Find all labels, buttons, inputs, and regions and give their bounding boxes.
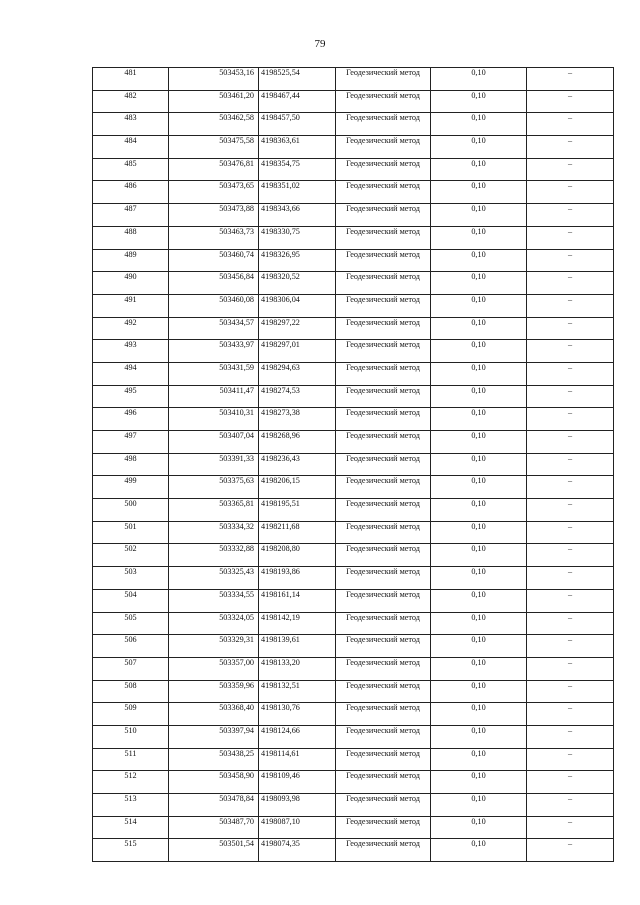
description-cell: – <box>527 204 614 227</box>
table-row <box>93 612 614 635</box>
accuracy-cell: 0,10 <box>431 725 527 748</box>
accuracy-cell: 0,10 <box>431 249 527 272</box>
table-row <box>93 839 614 862</box>
x-coordinate-cell: 503462,58 <box>169 113 259 136</box>
accuracy-cell: 0,10 <box>431 408 527 431</box>
accuracy-cell: 0,10 <box>431 90 527 113</box>
accuracy-cell: 0,10 <box>431 158 527 181</box>
y-coordinate-cell: 4198320,52 <box>259 272 336 295</box>
y-coordinate-cell: 4198467,44 <box>259 90 336 113</box>
method-cell: Геодезический метод <box>336 453 431 476</box>
point-number-cell: 506 <box>93 635 169 658</box>
x-coordinate-cell: 503460,08 <box>169 294 259 317</box>
accuracy-cell: 0,10 <box>431 136 527 159</box>
x-coordinate-cell: 503438,25 <box>169 748 259 771</box>
point-number-cell: 513 <box>93 794 169 817</box>
x-coordinate-cell: 503334,32 <box>169 521 259 544</box>
y-coordinate-cell: 4198457,50 <box>259 113 336 136</box>
method-cell: Геодезический метод <box>336 499 431 522</box>
point-number-cell: 482 <box>93 90 169 113</box>
description-cell: – <box>527 181 614 204</box>
accuracy-cell: 0,10 <box>431 521 527 544</box>
page-number: 79 <box>314 38 326 50</box>
x-coordinate-cell: 503357,00 <box>169 657 259 680</box>
y-coordinate-cell: 4198306,04 <box>259 294 336 317</box>
description-cell: – <box>527 499 614 522</box>
table-row <box>93 136 614 159</box>
x-coordinate-cell: 503433,97 <box>169 340 259 363</box>
point-number-cell: 494 <box>93 362 169 385</box>
method-cell: Геодезический метод <box>336 839 431 862</box>
description-cell: – <box>527 68 614 91</box>
method-cell: Геодезический метод <box>336 612 431 635</box>
description-cell: – <box>527 226 614 249</box>
table-row <box>93 272 614 295</box>
y-coordinate-cell: 4198274,53 <box>259 385 336 408</box>
table-row <box>93 226 614 249</box>
accuracy-cell: 0,10 <box>431 589 527 612</box>
method-cell: Геодезический метод <box>336 408 431 431</box>
x-coordinate-cell: 503458,90 <box>169 771 259 794</box>
table-row <box>93 90 614 113</box>
accuracy-cell: 0,10 <box>431 680 527 703</box>
y-coordinate-cell: 4198133,20 <box>259 657 336 680</box>
accuracy-cell: 0,10 <box>431 340 527 363</box>
table-row <box>93 113 614 136</box>
table-row <box>93 725 614 748</box>
y-coordinate-cell: 4198132,51 <box>259 680 336 703</box>
method-cell: Геодезический метод <box>336 816 431 839</box>
x-coordinate-cell: 503434,57 <box>169 317 259 340</box>
y-coordinate-cell: 4198236,43 <box>259 453 336 476</box>
y-coordinate-cell: 4198195,51 <box>259 499 336 522</box>
description-cell: – <box>527 340 614 363</box>
x-coordinate-cell: 503456,84 <box>169 272 259 295</box>
table-row <box>93 771 614 794</box>
method-cell: Геодезический метод <box>336 567 431 590</box>
x-coordinate-cell: 503375,63 <box>169 476 259 499</box>
method-cell: Геодезический метод <box>336 680 431 703</box>
accuracy-cell: 0,10 <box>431 748 527 771</box>
y-coordinate-cell: 4198343,66 <box>259 204 336 227</box>
x-coordinate-cell: 503397,94 <box>169 725 259 748</box>
accuracy-cell: 0,10 <box>431 839 527 862</box>
x-coordinate-cell: 503460,74 <box>169 249 259 272</box>
point-number-cell: 490 <box>93 272 169 295</box>
point-number-cell: 486 <box>93 181 169 204</box>
point-number-cell: 511 <box>93 748 169 771</box>
y-coordinate-cell: 4198297,01 <box>259 340 336 363</box>
method-cell: Геодезический метод <box>336 340 431 363</box>
accuracy-cell: 0,10 <box>431 771 527 794</box>
method-cell: Геодезический метод <box>336 294 431 317</box>
accuracy-cell: 0,10 <box>431 544 527 567</box>
x-coordinate-cell: 503487,70 <box>169 816 259 839</box>
y-coordinate-cell: 4198273,38 <box>259 408 336 431</box>
x-coordinate-cell: 503391,33 <box>169 453 259 476</box>
x-coordinate-cell: 503410,31 <box>169 408 259 431</box>
point-number-cell: 483 <box>93 113 169 136</box>
table-row <box>93 294 614 317</box>
table-row <box>93 340 614 363</box>
y-coordinate-cell: 4198206,15 <box>259 476 336 499</box>
y-coordinate-cell: 4198074,35 <box>259 839 336 862</box>
description-cell: – <box>527 521 614 544</box>
x-coordinate-cell: 503478,84 <box>169 794 259 817</box>
description-cell: – <box>527 544 614 567</box>
description-cell: – <box>527 362 614 385</box>
description-cell: – <box>527 272 614 295</box>
x-coordinate-cell: 503334,55 <box>169 589 259 612</box>
y-coordinate-cell: 4198124,66 <box>259 725 336 748</box>
table-row <box>93 204 614 227</box>
table-row <box>93 453 614 476</box>
description-cell: – <box>527 453 614 476</box>
point-number-cell: 484 <box>93 136 169 159</box>
accuracy-cell: 0,10 <box>431 635 527 658</box>
description-cell: – <box>527 680 614 703</box>
point-number-cell: 493 <box>93 340 169 363</box>
x-coordinate-cell: 503475,58 <box>169 136 259 159</box>
table-row <box>93 567 614 590</box>
description-cell: – <box>527 657 614 680</box>
point-number-cell: 505 <box>93 612 169 635</box>
accuracy-cell: 0,10 <box>431 317 527 340</box>
point-number-cell: 515 <box>93 839 169 862</box>
y-coordinate-cell: 4198109,46 <box>259 771 336 794</box>
x-coordinate-cell: 503473,65 <box>169 181 259 204</box>
method-cell: Геодезический метод <box>336 68 431 91</box>
point-number-cell: 487 <box>93 204 169 227</box>
accuracy-cell: 0,10 <box>431 272 527 295</box>
point-number-cell: 485 <box>93 158 169 181</box>
y-coordinate-cell: 4198208,80 <box>259 544 336 567</box>
description-cell: – <box>527 725 614 748</box>
point-number-cell: 492 <box>93 317 169 340</box>
x-coordinate-cell: 503461,20 <box>169 90 259 113</box>
method-cell: Геодезический метод <box>336 226 431 249</box>
y-coordinate-cell: 4198330,75 <box>259 226 336 249</box>
table-row <box>93 317 614 340</box>
accuracy-cell: 0,10 <box>431 476 527 499</box>
y-coordinate-cell: 4198268,96 <box>259 431 336 454</box>
method-cell: Геодезический метод <box>336 431 431 454</box>
description-cell: – <box>527 771 614 794</box>
method-cell: Геодезический метод <box>336 136 431 159</box>
description-cell: – <box>527 839 614 862</box>
table-row <box>93 748 614 771</box>
method-cell: Геодезический метод <box>336 362 431 385</box>
table-row <box>93 544 614 567</box>
point-number-cell: 500 <box>93 499 169 522</box>
table-row <box>93 635 614 658</box>
point-number-cell: 488 <box>93 226 169 249</box>
description-cell: – <box>527 317 614 340</box>
method-cell: Геодезический метод <box>336 703 431 726</box>
x-coordinate-cell: 503476,81 <box>169 158 259 181</box>
description-cell: – <box>527 431 614 454</box>
point-number-cell: 496 <box>93 408 169 431</box>
method-cell: Геодезический метод <box>336 272 431 295</box>
description-cell: – <box>527 90 614 113</box>
method-cell: Геодезический метод <box>336 725 431 748</box>
point-number-cell: 481 <box>93 68 169 91</box>
method-cell: Геодезический метод <box>336 521 431 544</box>
y-coordinate-cell: 4198087,10 <box>259 816 336 839</box>
table-row <box>93 794 614 817</box>
y-coordinate-cell: 4198351,02 <box>259 181 336 204</box>
x-coordinate-cell: 503332,88 <box>169 544 259 567</box>
description-cell: – <box>527 113 614 136</box>
table-row <box>93 521 614 544</box>
x-coordinate-cell: 503329,31 <box>169 635 259 658</box>
x-coordinate-cell: 503473,88 <box>169 204 259 227</box>
table-row <box>93 408 614 431</box>
table-row <box>93 158 614 181</box>
table-row <box>93 657 614 680</box>
x-coordinate-cell: 503359,96 <box>169 680 259 703</box>
y-coordinate-cell: 4198363,61 <box>259 136 336 159</box>
method-cell: Геодезический метод <box>336 589 431 612</box>
accuracy-cell: 0,10 <box>431 499 527 522</box>
coordinates-table-body <box>93 68 614 862</box>
table-row <box>93 589 614 612</box>
y-coordinate-cell: 4198354,75 <box>259 158 336 181</box>
description-cell: – <box>527 385 614 408</box>
description-cell: – <box>527 294 614 317</box>
accuracy-cell: 0,10 <box>431 431 527 454</box>
point-number-cell: 499 <box>93 476 169 499</box>
x-coordinate-cell: 503407,04 <box>169 431 259 454</box>
y-coordinate-cell: 4198114,61 <box>259 748 336 771</box>
description-cell: – <box>527 703 614 726</box>
accuracy-cell: 0,10 <box>431 657 527 680</box>
point-number-cell: 514 <box>93 816 169 839</box>
point-number-cell: 491 <box>93 294 169 317</box>
point-number-cell: 497 <box>93 431 169 454</box>
description-cell: – <box>527 635 614 658</box>
y-coordinate-cell: 4198093,98 <box>259 794 336 817</box>
table-row <box>93 68 614 91</box>
x-coordinate-cell: 503431,59 <box>169 362 259 385</box>
table-row <box>93 816 614 839</box>
description-cell: – <box>527 794 614 817</box>
method-cell: Геодезический метод <box>336 794 431 817</box>
point-number-cell: 501 <box>93 521 169 544</box>
method-cell: Геодезический метод <box>336 90 431 113</box>
method-cell: Геодезический метод <box>336 113 431 136</box>
method-cell: Геодезический метод <box>336 748 431 771</box>
point-number-cell: 512 <box>93 771 169 794</box>
y-coordinate-cell: 4198193,86 <box>259 567 336 590</box>
description-cell: – <box>527 249 614 272</box>
y-coordinate-cell: 4198297,22 <box>259 317 336 340</box>
y-coordinate-cell: 4198326,95 <box>259 249 336 272</box>
x-coordinate-cell: 503365,81 <box>169 499 259 522</box>
table-row <box>93 476 614 499</box>
accuracy-cell: 0,10 <box>431 794 527 817</box>
accuracy-cell: 0,10 <box>431 68 527 91</box>
y-coordinate-cell: 4198142,19 <box>259 612 336 635</box>
accuracy-cell: 0,10 <box>431 362 527 385</box>
coordinates-table <box>92 67 614 862</box>
x-coordinate-cell: 503463,73 <box>169 226 259 249</box>
point-number-cell: 503 <box>93 567 169 590</box>
table-row <box>93 181 614 204</box>
x-coordinate-cell: 503411,47 <box>169 385 259 408</box>
method-cell: Геодезический метод <box>336 317 431 340</box>
description-cell: – <box>527 136 614 159</box>
accuracy-cell: 0,10 <box>431 226 527 249</box>
point-number-cell: 508 <box>93 680 169 703</box>
description-cell: – <box>527 612 614 635</box>
accuracy-cell: 0,10 <box>431 294 527 317</box>
table-row <box>93 703 614 726</box>
table-row <box>93 249 614 272</box>
method-cell: Геодезический метод <box>336 657 431 680</box>
description-cell: – <box>527 589 614 612</box>
accuracy-cell: 0,10 <box>431 703 527 726</box>
method-cell: Геодезический метод <box>336 158 431 181</box>
accuracy-cell: 0,10 <box>431 113 527 136</box>
method-cell: Геодезический метод <box>336 181 431 204</box>
table-row <box>93 499 614 522</box>
y-coordinate-cell: 4198139,61 <box>259 635 336 658</box>
description-cell: – <box>527 476 614 499</box>
table-row <box>93 362 614 385</box>
y-coordinate-cell: 4198525,54 <box>259 68 336 91</box>
accuracy-cell: 0,10 <box>431 612 527 635</box>
y-coordinate-cell: 4198294,63 <box>259 362 336 385</box>
y-coordinate-cell: 4198211,68 <box>259 521 336 544</box>
y-coordinate-cell: 4198130,76 <box>259 703 336 726</box>
method-cell: Геодезический метод <box>336 249 431 272</box>
accuracy-cell: 0,10 <box>431 204 527 227</box>
description-cell: – <box>527 408 614 431</box>
table-row <box>93 680 614 703</box>
point-number-cell: 498 <box>93 453 169 476</box>
point-number-cell: 504 <box>93 589 169 612</box>
x-coordinate-cell: 503453,16 <box>169 68 259 91</box>
point-number-cell: 495 <box>93 385 169 408</box>
table-row <box>93 385 614 408</box>
y-coordinate-cell: 4198161,14 <box>259 589 336 612</box>
point-number-cell: 502 <box>93 544 169 567</box>
method-cell: Геодезический метод <box>336 544 431 567</box>
x-coordinate-cell: 503368,40 <box>169 703 259 726</box>
method-cell: Геодезический метод <box>336 204 431 227</box>
method-cell: Геодезический метод <box>336 771 431 794</box>
method-cell: Геодезический метод <box>336 385 431 408</box>
accuracy-cell: 0,10 <box>431 816 527 839</box>
point-number-cell: 509 <box>93 703 169 726</box>
accuracy-cell: 0,10 <box>431 453 527 476</box>
accuracy-cell: 0,10 <box>431 567 527 590</box>
description-cell: – <box>527 158 614 181</box>
description-cell: – <box>527 816 614 839</box>
point-number-cell: 489 <box>93 249 169 272</box>
table-row <box>93 431 614 454</box>
accuracy-cell: 0,10 <box>431 181 527 204</box>
point-number-cell: 507 <box>93 657 169 680</box>
description-cell: – <box>527 567 614 590</box>
x-coordinate-cell: 503501,54 <box>169 839 259 862</box>
point-number-cell: 510 <box>93 725 169 748</box>
x-coordinate-cell: 503324,05 <box>169 612 259 635</box>
x-coordinate-cell: 503325,43 <box>169 567 259 590</box>
description-cell: – <box>527 748 614 771</box>
method-cell: Геодезический метод <box>336 635 431 658</box>
method-cell: Геодезический метод <box>336 476 431 499</box>
accuracy-cell: 0,10 <box>431 385 527 408</box>
